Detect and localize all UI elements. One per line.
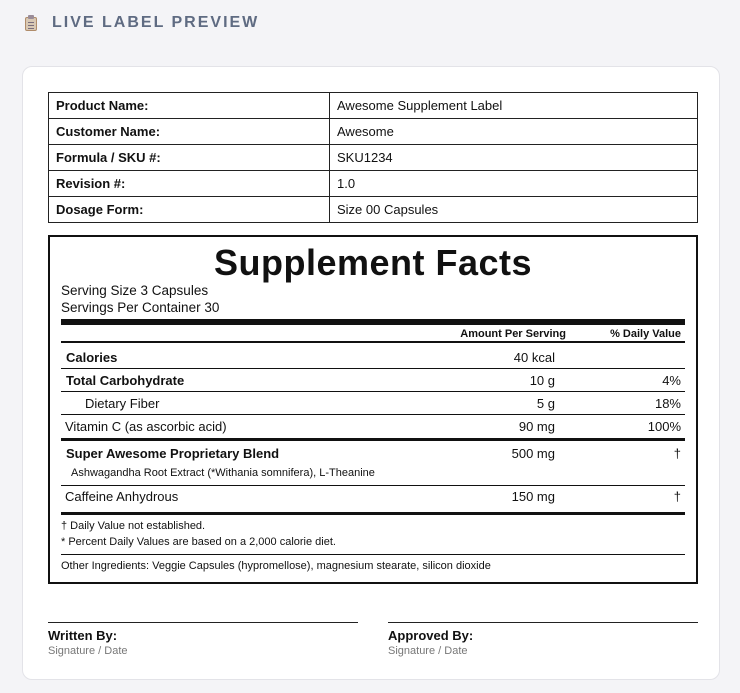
info-value: Awesome Supplement Label — [330, 93, 698, 119]
table-row — [49, 93, 698, 119]
table-row — [49, 119, 698, 145]
table-row — [49, 197, 698, 223]
nutrient-amount: 10 g — [529, 373, 555, 388]
info-value: Size 00 Capsules — [330, 197, 698, 223]
thick-divider — [61, 319, 685, 325]
nutrient-name: Vitamin C (as ascorbic acid) — [65, 419, 227, 434]
label-info-table — [48, 92, 698, 223]
nutrient-dv: 18% — [654, 396, 681, 411]
approved-by-block — [388, 622, 698, 657]
blend-dv: † — [673, 446, 681, 461]
info-value: Awesome — [330, 119, 698, 145]
amount-header: Amount Per Serving — [460, 328, 566, 340]
blend-sub-text: Ashwagandha Root Extract (*Withania somnifera), L-Theanine — [71, 467, 375, 479]
nutrient-name: Dietary Fiber — [85, 396, 160, 411]
info-value: SKU1234 — [330, 145, 698, 171]
info-key: Customer Name: — [49, 119, 330, 145]
info-key: Revision #: — [49, 171, 330, 197]
footnote-calorie-diet: * Percent Daily Values are based on a 2,000 calorie diet. — [61, 536, 336, 548]
nutrient-amount: 150 mg — [511, 489, 555, 504]
row-divider — [61, 485, 685, 486]
other-ingredients: Other Ingredients: Veggie Capsules (hypromellose), magnesium stearate, silicon dioxide — [61, 560, 491, 572]
preview-header — [24, 14, 259, 32]
blend-amount: 500 mg — [511, 446, 555, 461]
dv-header: % Daily Value — [610, 328, 681, 340]
footnote-daily-value: † Daily Value not established. — [61, 520, 206, 532]
preview-title: LIVE LABEL PREVIEW — [52, 14, 260, 31]
table-row — [49, 171, 698, 197]
nutrient-name: Caffeine Anhydrous — [65, 489, 179, 504]
clipboard-icon — [24, 15, 38, 32]
serving-size: Serving Size 3 Capsules — [61, 283, 209, 298]
row-divider — [61, 391, 685, 392]
row-divider — [61, 554, 685, 555]
info-key: Formula / SKU #: — [49, 145, 330, 171]
approved-by-label: Approved By: — [388, 628, 474, 643]
label-card — [22, 66, 720, 680]
nutrient-amount: 90 mg — [518, 419, 555, 434]
nutrient-dv: † — [673, 489, 681, 504]
info-key: Product Name: — [49, 93, 330, 119]
nutrient-amount: 5 g — [536, 396, 555, 411]
info-key: Dosage Form: — [49, 197, 330, 223]
servings-per-container: Servings Per Container 30 — [61, 300, 220, 315]
thick-divider — [61, 512, 685, 515]
row-divider — [61, 414, 685, 415]
row-divider — [61, 368, 685, 369]
facts-title: Supplement Facts — [213, 242, 533, 283]
medium-divider — [61, 438, 685, 441]
nutrient-name: Calories — [66, 350, 118, 365]
written-by-label: Written By: — [48, 628, 118, 643]
header-divider — [61, 341, 685, 343]
nutrient-amount: 40 kcal — [513, 350, 555, 365]
signature-date-hint: Signature / Date — [388, 645, 468, 657]
info-value: 1.0 — [330, 171, 698, 197]
written-by-block — [48, 622, 358, 657]
blend-name: Super Awesome Proprietary Blend — [66, 446, 280, 461]
nutrient-dv: 4% — [662, 373, 681, 388]
table-row — [49, 145, 698, 171]
supplement-facts-panel — [48, 235, 698, 584]
nutrient-name: Total Carbohydrate — [66, 373, 185, 388]
signature-date-hint: Signature / Date — [48, 645, 128, 657]
nutrient-dv: 100% — [647, 419, 681, 434]
